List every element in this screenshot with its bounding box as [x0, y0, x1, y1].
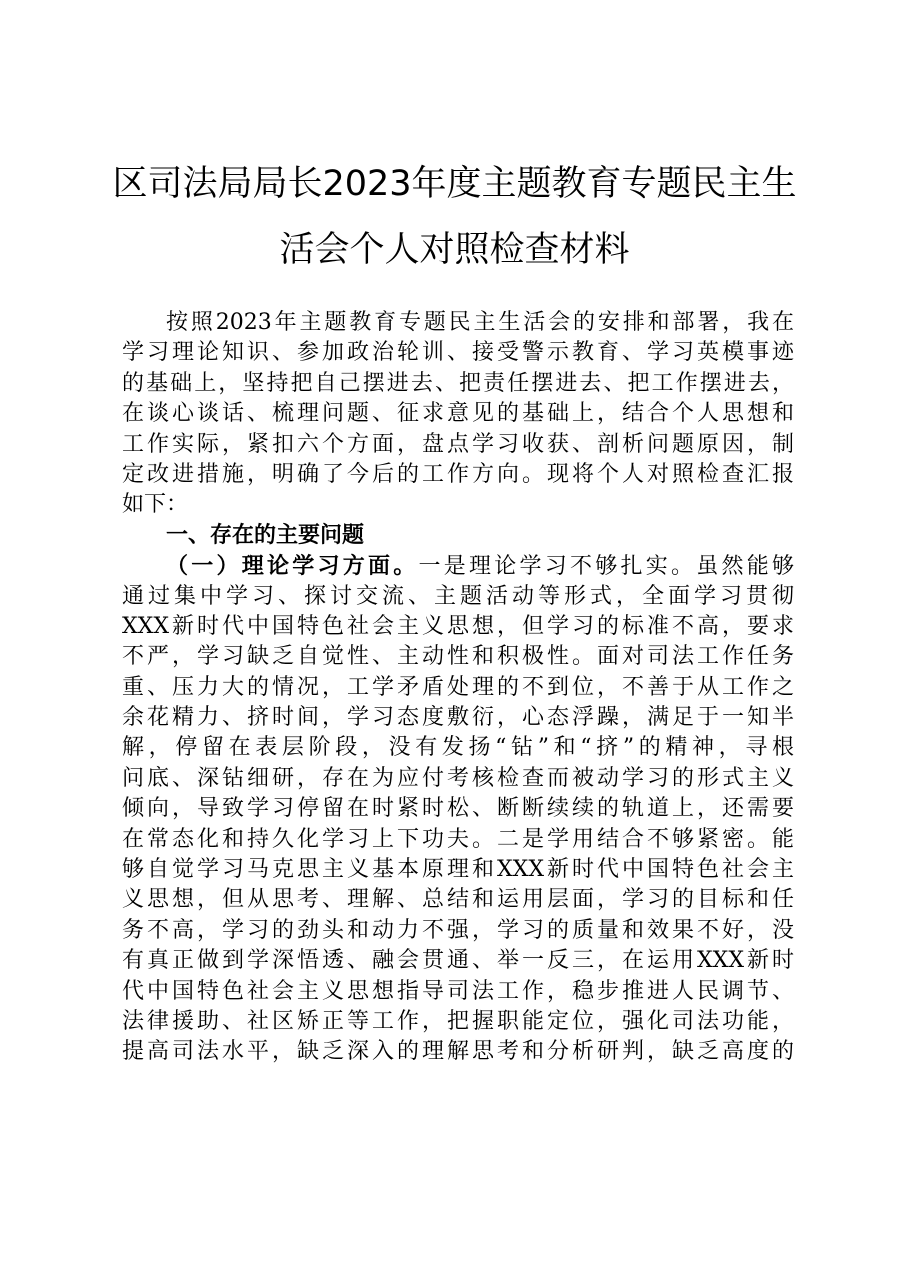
paragraph-line: 不严，学习缺乏自觉性、主动性和积极性。面对司法工作任务: [122, 644, 794, 670]
document-title-line-2: 活会个人对照检查材料: [279, 230, 630, 270]
intro-line-1: 按照2023年主题教育专题民主生活会的安排和部署，我在: [166, 310, 794, 335]
paragraph-line: 余花精力、挤时间，学习态度敷衍，心态浮躁，满足于一知半: [122, 705, 794, 731]
intro-line-3: 的基础上，坚持把自己摆进去、把责任摆进去、把工作摆进去，: [122, 370, 794, 396]
subsection-1-first-line: [122, 551, 794, 581]
paragraph-line: 够自觉学习马克思主义基本原理和XXX新时代中国特色社会主: [122, 857, 794, 883]
paragraph-line: 在常态化和持久化学习上下功夫。二是学用结合不够紧密。能: [122, 826, 794, 852]
paragraph-line: XXX新时代中国特色社会主义思想，但学习的标准不高，要求: [122, 613, 794, 639]
document-title-line-1: 区司法局局长2023年度主题教育专题民主生: [112, 164, 797, 204]
document-body: [122, 308, 794, 1068]
paragraph-line: 解，停留在表层阶段，没有发扬“钻”和“挤”的精神，寻根: [122, 735, 794, 761]
paragraph-line: 有真正做到学深悟透、融会贯通、举一反三，在运用XXX新时: [122, 948, 794, 974]
subsection-1-first-text: 一是理论学习不够扎实。虽然能够: [418, 554, 794, 580]
paragraph-line: 义思想，但从思考、理解、总结和运用层面，学习的目标和任: [122, 887, 794, 913]
paragraph-line: 法律援助、社区矫正等工作，把握职能定位，强化司法功能，: [122, 1008, 794, 1034]
paragraph-line: 务不高，学习的劲头和动力不强，学习的质量和效果不好，没: [122, 917, 794, 943]
intro-line-4: 在谈心谈话、梳理问题、征求意见的基础上，结合个人思想和: [122, 401, 794, 427]
intro-line-5: 工作实际，紧扣六个方面，盘点学习收获、剖析问题原因，制: [122, 431, 794, 457]
paragraph-line: 倾向，导致学习停留在时紧时松、断断续续的轨道上，还需要: [122, 796, 794, 822]
paragraph-line: 代中国特色社会主义思想指导司法工作，稳步推进人民调节、: [122, 978, 794, 1004]
paragraph-line: 提高司法水平，缺乏深入的理解思考和分析研判，缺乏高度的: [122, 1039, 794, 1065]
intro-line-2: 学习理论知识、参加政治轮训、接受警示教育、学习英模事迹: [122, 340, 794, 366]
intro-line-7: 如下：: [122, 492, 189, 518]
paragraph-line: 通过集中学习、探讨交流、主题活动等形式，全面学习贯彻: [122, 583, 794, 609]
paragraph-line: 问底、深钻细研，存在为应付考核检查而被动学习的形式主义: [122, 765, 794, 791]
section-heading-1: 一、存在的主要问题: [166, 522, 365, 548]
paragraph-line: 重、压力大的情况，工学矛盾处理的不到位，不善于从工作之: [122, 674, 794, 700]
intro-line-6: 定改进措施，明确了今后的工作方向。现将个人对照检查汇报: [122, 461, 794, 487]
subsection-1-label: （一）理论学习方面。: [166, 553, 419, 580]
